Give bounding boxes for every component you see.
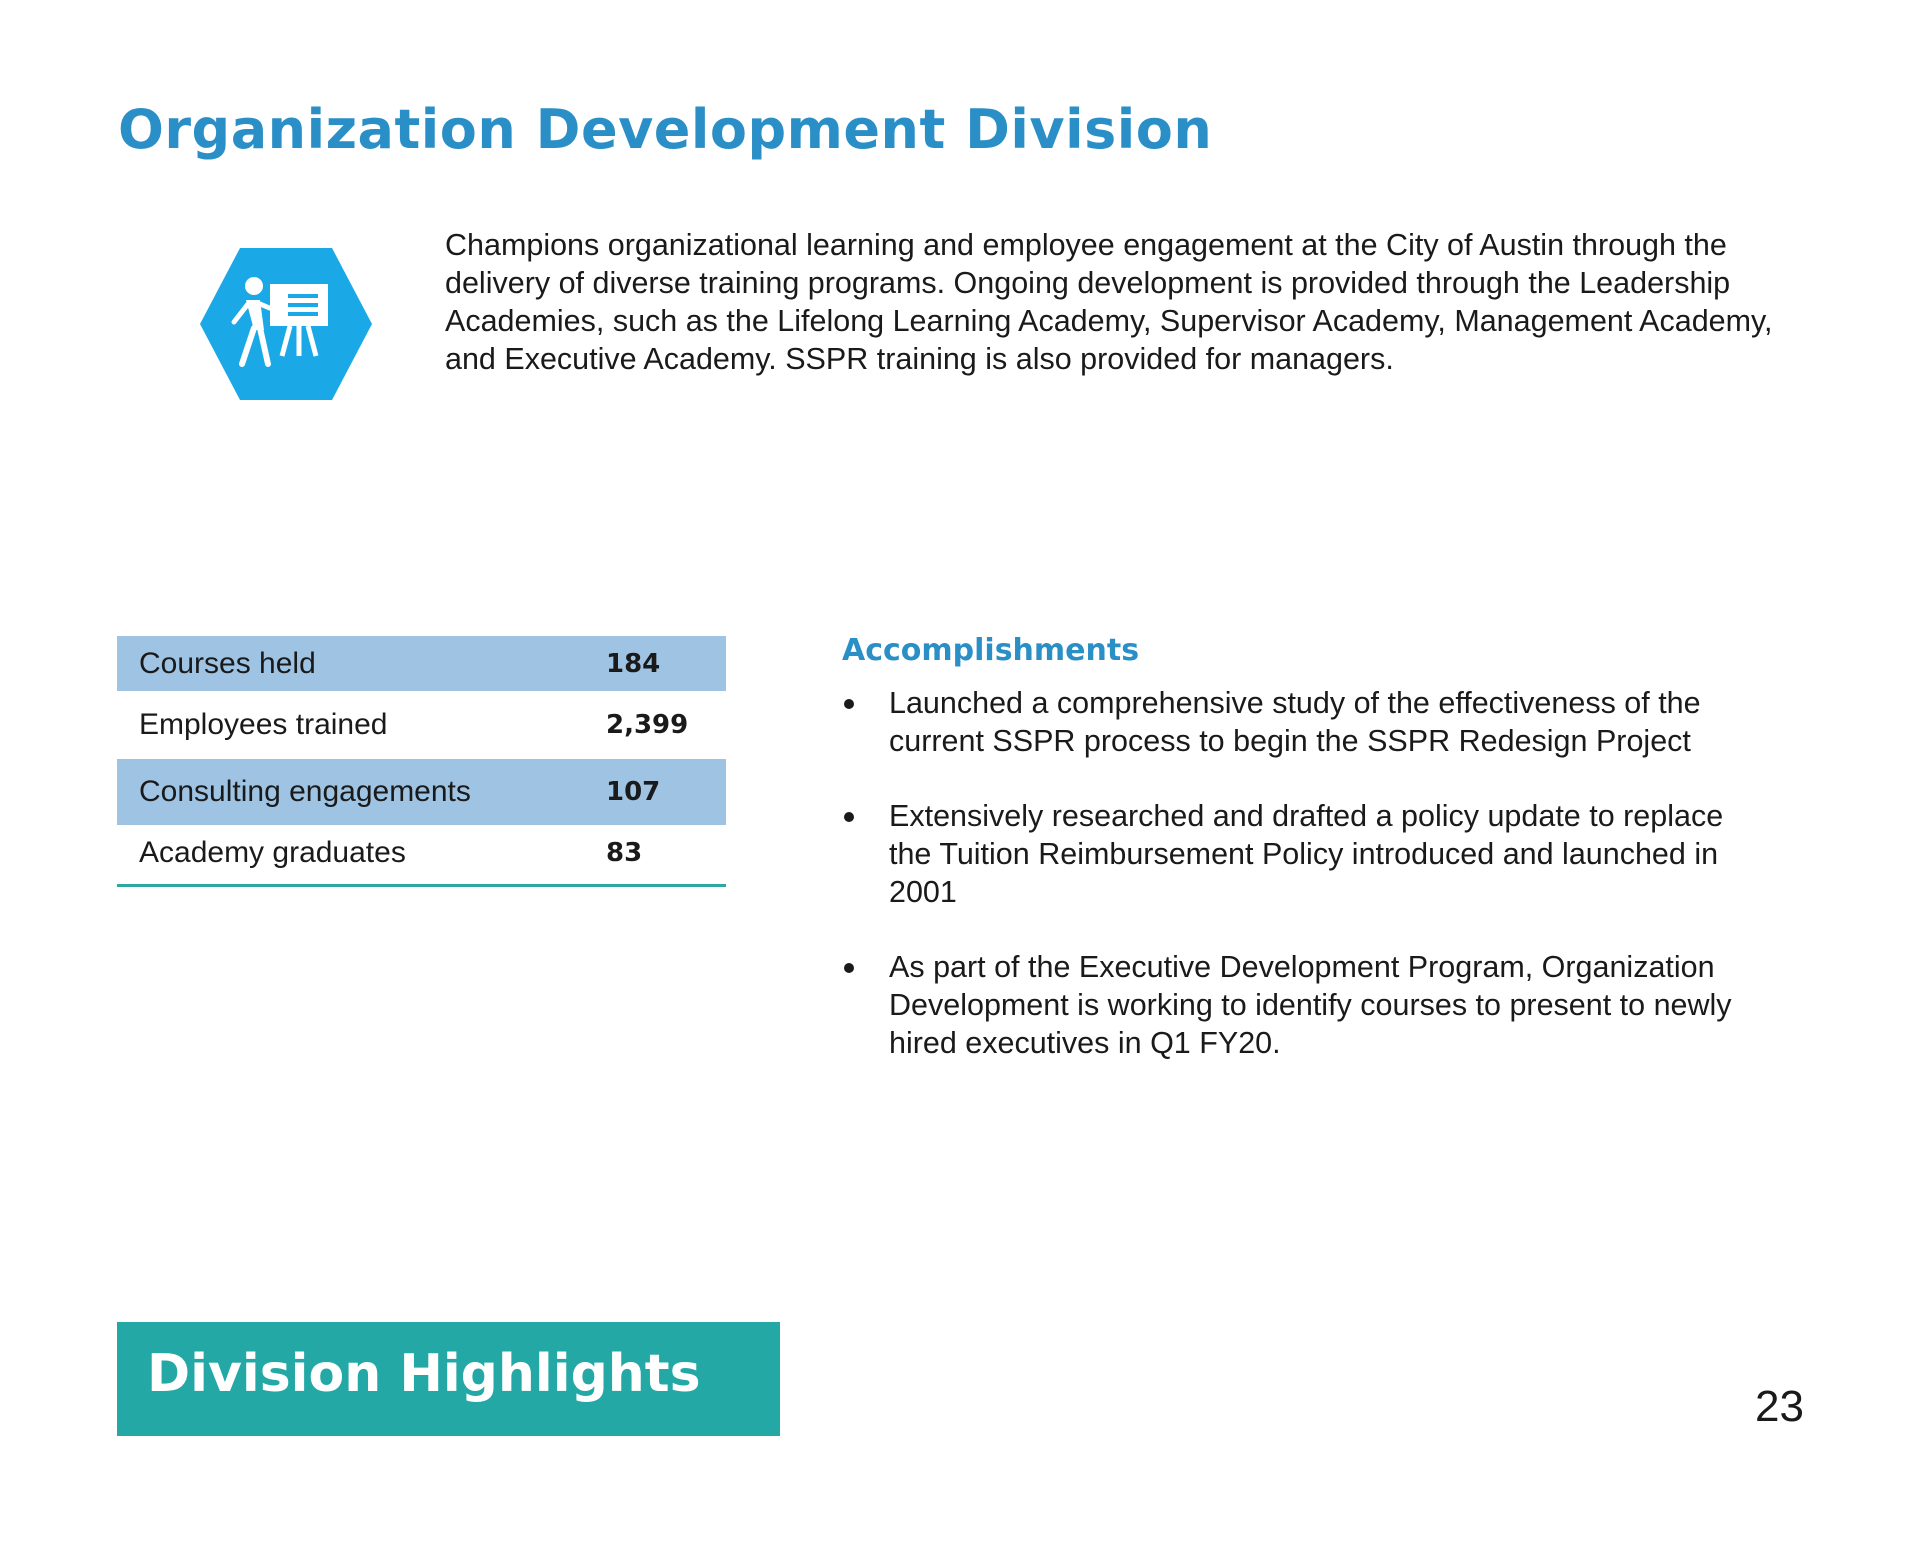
stat-label: Academy graduates [117,825,606,880]
stat-value: 107 [606,759,726,825]
table-row [117,636,726,691]
division-highlights-banner [117,1322,780,1436]
stat-value: 2,399 [606,691,726,759]
table-bottom-rule [117,884,726,887]
stats-table [117,636,726,880]
list-item [842,797,1742,911]
intro-paragraph: Champions organizational learning and employee engagement at the City of Austin through the delivery of diverse training programs. Ongoing development is provided through the Leadership Academies, such as the Lifelong Learning Academy, Supervisor Academy, Management Academy, and Executive Academy. SSPR training is also provided for managers. [445,228,1773,376]
list-item [842,684,1742,760]
page-title: Organization Development Division [118,98,1213,161]
list-item-text: Launched a comprehensive study of the effectiveness of the current SSPR process to begin the SSPR Redesign Project [889,686,1701,758]
page-number: 23 [1755,1382,1804,1431]
bullet-icon [844,812,854,822]
list-item [842,948,1742,1062]
stat-value: 83 [606,825,726,880]
stat-label: Consulting engagements [117,759,606,825]
bullet-icon [844,699,854,709]
accomplishments-list [842,684,1742,1099]
list-item-text: Extensively researched and drafted a policy update to replace the Tuition Reimbursement Policy introduced and launched in 2001 [889,799,1724,909]
list-item-text: As part of the Executive Development Program, Organization Development is working to identify courses to present to newly hired executives in Q1 FY20. [889,950,1732,1060]
table-row [117,825,726,880]
table-row [117,691,726,759]
stat-label: Employees trained [117,691,606,759]
presenter-at-easel-icon [198,246,374,402]
table-row [117,759,726,825]
stat-label: Courses held [117,636,606,691]
bullet-icon [844,963,854,973]
division-highlights-label: Division Highlights [147,1344,701,1404]
accomplishments-heading: Accomplishments [842,633,1140,668]
stat-value: 184 [606,636,726,691]
